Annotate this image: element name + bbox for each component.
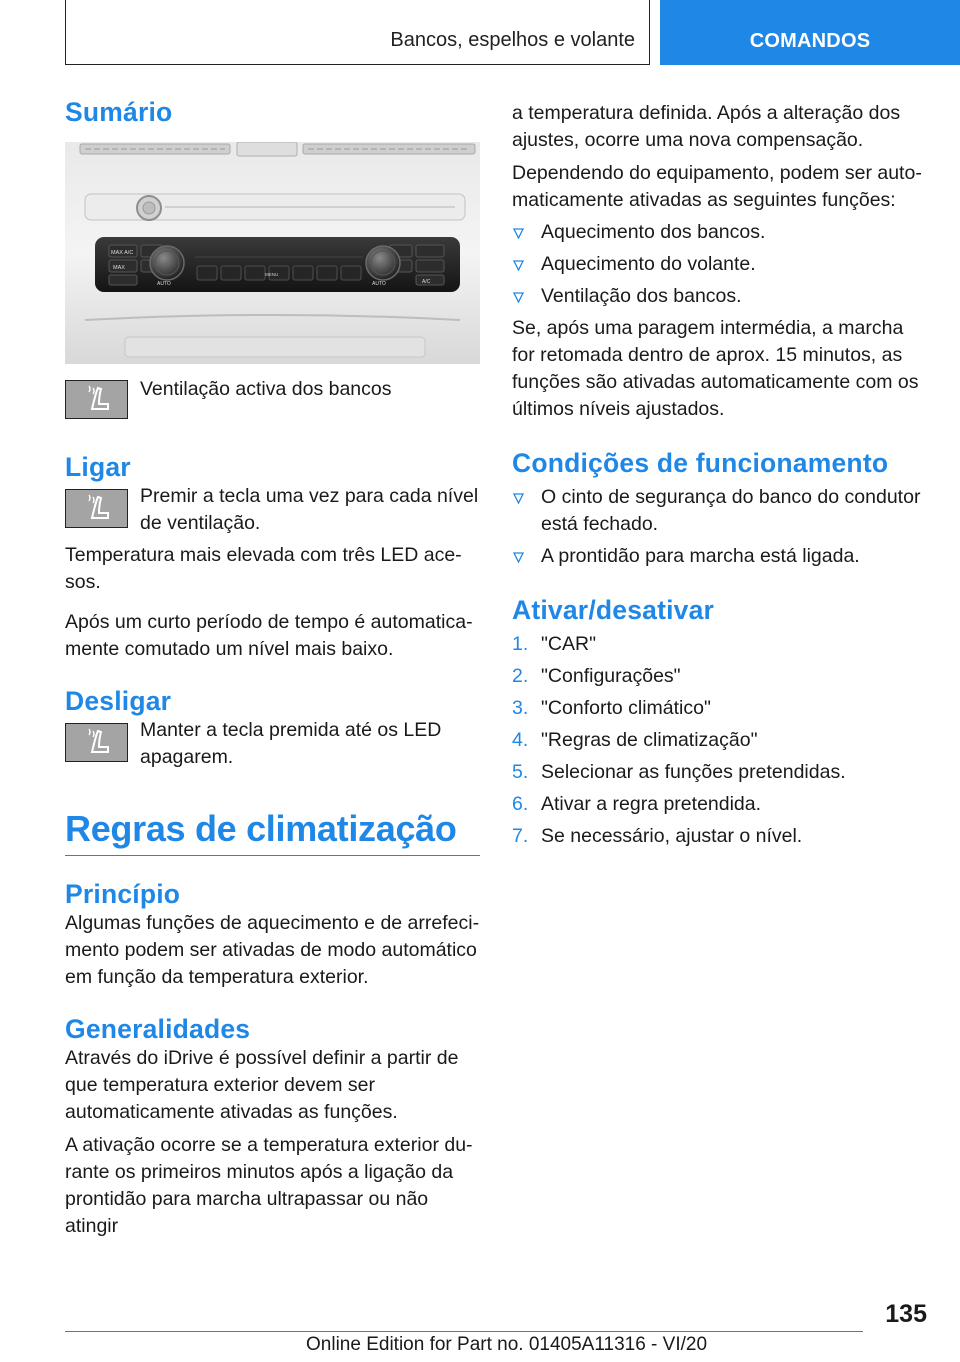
list-item: Aquecimento dos bancos.	[512, 219, 927, 246]
right-paragraph-1: a temperatura definida. Após a alteração dos ajustes, ocorre uma nova compensação.	[512, 102, 901, 151]
climate-control-panel-photo	[65, 142, 480, 364]
list-item: Ventilação dos bancos.	[512, 283, 927, 310]
conditions-list	[512, 484, 927, 570]
generalidades-paragraph-2: A ativação ocorre se a temperatura exterior durante os primeiros minutos após a ligação da prontidão para marcha ultrapassar ou não atingir	[65, 1134, 473, 1237]
list-item: 5. Selecionar as funções pretendidas.	[512, 761, 846, 783]
heading-generalidades: Generalidades	[65, 1014, 251, 1044]
header-section-tab	[660, 0, 960, 65]
caption-seat-ventilation: Ventilação activa dos bancos	[140, 378, 392, 400]
panel-label-max-ac: MAX A/C	[111, 250, 134, 256]
triangle-bullet-icon	[513, 493, 524, 504]
seat-ventilation-icon	[65, 380, 128, 419]
list-item: 3. "Conforto climático"	[512, 697, 711, 719]
header-section-title: COMANDOS	[749, 30, 871, 52]
list-item: 1. "CAR"	[512, 633, 597, 655]
panel-label-auto-left: AUTO	[157, 281, 171, 287]
heading-ligar: Ligar	[65, 452, 131, 482]
page-number: 135	[885, 1300, 927, 1328]
panel-label-menu: MENU	[265, 272, 279, 277]
list-item: 2. "Configurações"	[512, 665, 681, 687]
triangle-bullet-icon	[513, 260, 524, 271]
right-paragraph-3: Se, após uma paragem intermédia, a marcha for retomada dentro de aprox. 15 minutos, as funções são ativadas automaticamente com os últimos níveis ajustados.	[512, 317, 919, 420]
right-column	[512, 100, 927, 850]
heading-regras-de-climatizacao: Regras de climatização	[65, 808, 457, 849]
steps-list	[512, 631, 927, 850]
ligar-paragraph-1: Temperatura mais elevada com três LED acesos.	[65, 544, 462, 593]
generalidades-paragraph-1: Através do iDrive é possível definir a partir de que temperatura exterior devem ser automaticamente ativadas as funções.	[65, 1047, 459, 1123]
triangle-bullet-icon	[513, 552, 524, 563]
footer-edition: Online Edition for Part no. 01405A11316 - VI/20	[306, 1334, 708, 1355]
list-item: 4. "Regras de climatização"	[512, 729, 758, 751]
heading-ativar-desativar: Ativar/desativar	[512, 595, 715, 625]
heading-sumario: Sumário	[65, 97, 173, 127]
list-item: O cinto de segurança do banco do condutor está fechado.	[512, 484, 927, 538]
header-chapter-box	[65, 0, 650, 65]
right-paragraph-2: Dependendo do equipamento, podem ser automaticamente ativadas as seguintes funções:	[512, 162, 922, 211]
triangle-bullet-icon	[513, 228, 524, 239]
seat-ventilation-icon	[65, 489, 128, 528]
auto-functions-list	[512, 219, 927, 310]
principio-paragraph: Algumas funções de aquecimento e de arrefecimento podem ser ativadas de modo automático em função da temperatura exterior.	[65, 912, 480, 988]
triangle-bullet-icon	[513, 292, 524, 303]
list-item: Aquecimento do volante.	[512, 251, 927, 278]
list-item: A prontidão para marcha está ligada.	[512, 543, 927, 570]
heading-desligar: Desligar	[65, 686, 172, 716]
heading-condicoes-de-funcionamento: Condições de funcionamento	[512, 448, 889, 478]
heading-underline	[65, 855, 480, 856]
list-item: 6. Ativar a regra pretendida.	[512, 793, 762, 815]
panel-label-max: MAX	[113, 265, 125, 271]
list-item: 7. Se necessário, ajustar o nível.	[512, 825, 803, 847]
air-vents	[80, 142, 475, 156]
panel-label-ac: A/C	[422, 279, 431, 285]
footer-rule	[65, 1331, 863, 1332]
panel-label-auto-right: AUTO	[372, 281, 386, 287]
seat-ventilation-icon	[65, 723, 128, 762]
left-column	[65, 96, 480, 1240]
desligar-instruction: Manter a tecla premida até os LED apagarem.	[140, 719, 442, 768]
heading-principio: Princípio	[65, 879, 181, 909]
ligar-paragraph-2: Após um curto período de tempo é automaticamente comutado um nível mais baixo.	[65, 611, 473, 660]
header-chapter-title: Bancos, espelhos e volante	[390, 29, 635, 51]
ligar-instruction: Premir a tecla uma vez para cada nível de ventilação.	[140, 485, 479, 534]
